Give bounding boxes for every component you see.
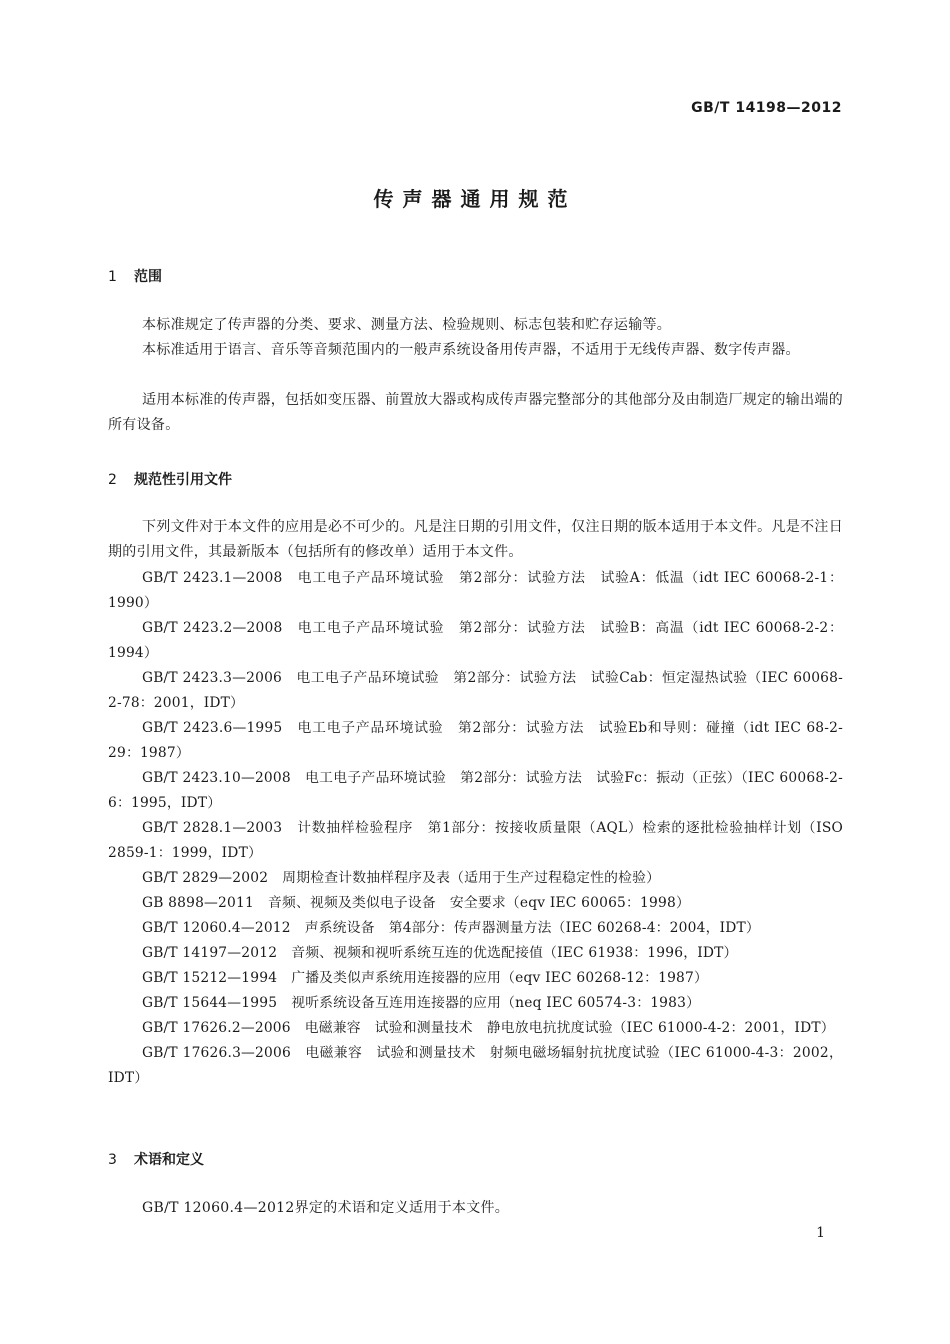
terms-paragraph: GB/T 12060.4—2012界定的术语和定义适用于本文件。: [142, 1200, 510, 1216]
normative-intro-paragraph: 下列文件对于本文件的应用是必不可少的。凡是注日期的引用文件，仅注日期的版本适用于本文件。凡是不注日期的引用文件，其最新版本（包括所有的修改单）适用于本文件。: [108, 519, 843, 560]
reference-item: GB/T 2423.3—2006 电工电子产品环境试验 第2部分：试验方法 试验Cab：恒定湿热试验（IEC 60068-2-78：2001，IDT）: [108, 670, 843, 711]
reference-item: GB/T 15644—1995 视听系统设备互连用连接器的应用（neq IEC 60574-3：1983）: [142, 995, 701, 1011]
section-title: 术语和定义: [134, 1152, 204, 1168]
reference-item: GB/T 14197—2012 音频、视频和视听系统互连的优选配接值（IEC 61938：1996，IDT）: [142, 945, 738, 961]
section-heading-normative-references: [108, 469, 232, 489]
reference-item: GB/T 17626.2—2006 电磁兼容 试验和测量技术 静电放电抗扰度试验（IEC 61000-4-2：2001，IDT）: [142, 1020, 835, 1036]
reference-item: GB/T 2423.10—2008 电工电子产品环境试验 第2部分：试验方法 试验Fc：振动（正弦）（IEC 60068-2-6：1995，IDT）: [108, 770, 843, 811]
section-heading-terms: [108, 1149, 204, 1169]
section-number: 3: [108, 1152, 117, 1168]
reference-item: GB 8898—2011 音频、视频及类似电子设备 安全要求（eqv IEC 60065：1998）: [142, 895, 690, 911]
standard-code: GB/T 14198—2012: [691, 100, 842, 116]
section-number: 2: [108, 472, 117, 488]
reference-item: GB/T 2829—2002 周期检查计数抽样程序及表（适用于生产过程稳定性的检验）: [142, 870, 661, 886]
reference-item: GB/T 17626.3—2006 电磁兼容 试验和测量技术 射频电磁场辐射抗扰度试验（IEC 61000-4-3：2002，IDT）: [108, 1045, 843, 1086]
reference-list: [108, 566, 843, 1091]
scope-paragraph: 适用本标准的传声器，包括如变压器、前置放大器或构成传声器完整部分的其他部分及由制造厂规定的输出端的所有设备。: [108, 392, 843, 433]
page-number: 1: [816, 1225, 825, 1241]
section-title: 范围: [134, 269, 162, 285]
scope-paragraph: 本标准规定了传声器的分类、要求、测量方法、检验规则、标志包装和贮存运输等。: [142, 317, 672, 333]
reference-item: GB/T 2423.6—1995 电工电子产品环境试验 第2部分：试验方法 试验Eb和导则：碰撞（idt IEC 68-2-29：1987）: [108, 720, 843, 761]
reference-item: GB/T 12060.4—2012 声系统设备 第4部分：传声器测量方法（IEC 60268-4：2004，IDT）: [142, 920, 760, 936]
section-heading-scope: [108, 266, 162, 286]
section-number: 1: [108, 269, 117, 285]
scope-paragraph: 本标准适用于语言、音乐等音频范围内的一般声系统设备用传声器，不适用于无线传声器、数字传声器。: [142, 342, 800, 358]
reference-item: GB/T 2423.1—2008 电工电子产品环境试验 第2部分：试验方法 试验A：低温（idt IEC 60068-2-1：1990）: [108, 570, 843, 611]
reference-item: GB/T 15212—1994 广播及类似声系统用连接器的应用（eqv IEC 60268-12：1987）: [142, 970, 708, 986]
reference-item: GB/T 2423.2—2008 电工电子产品环境试验 第2部分：试验方法 试验B：高温（idt IEC 60068-2-2：1994）: [108, 620, 843, 661]
document-title: 传声器通用规范: [373, 187, 577, 211]
section-title: 规范性引用文件: [134, 472, 232, 488]
reference-item: GB/T 2828.1—2003 计数抽样检验程序 第1部分：按接收质量限（AQL）检索的逐批检验抽样计划（ISO 2859-1：1999，IDT）: [108, 820, 844, 861]
